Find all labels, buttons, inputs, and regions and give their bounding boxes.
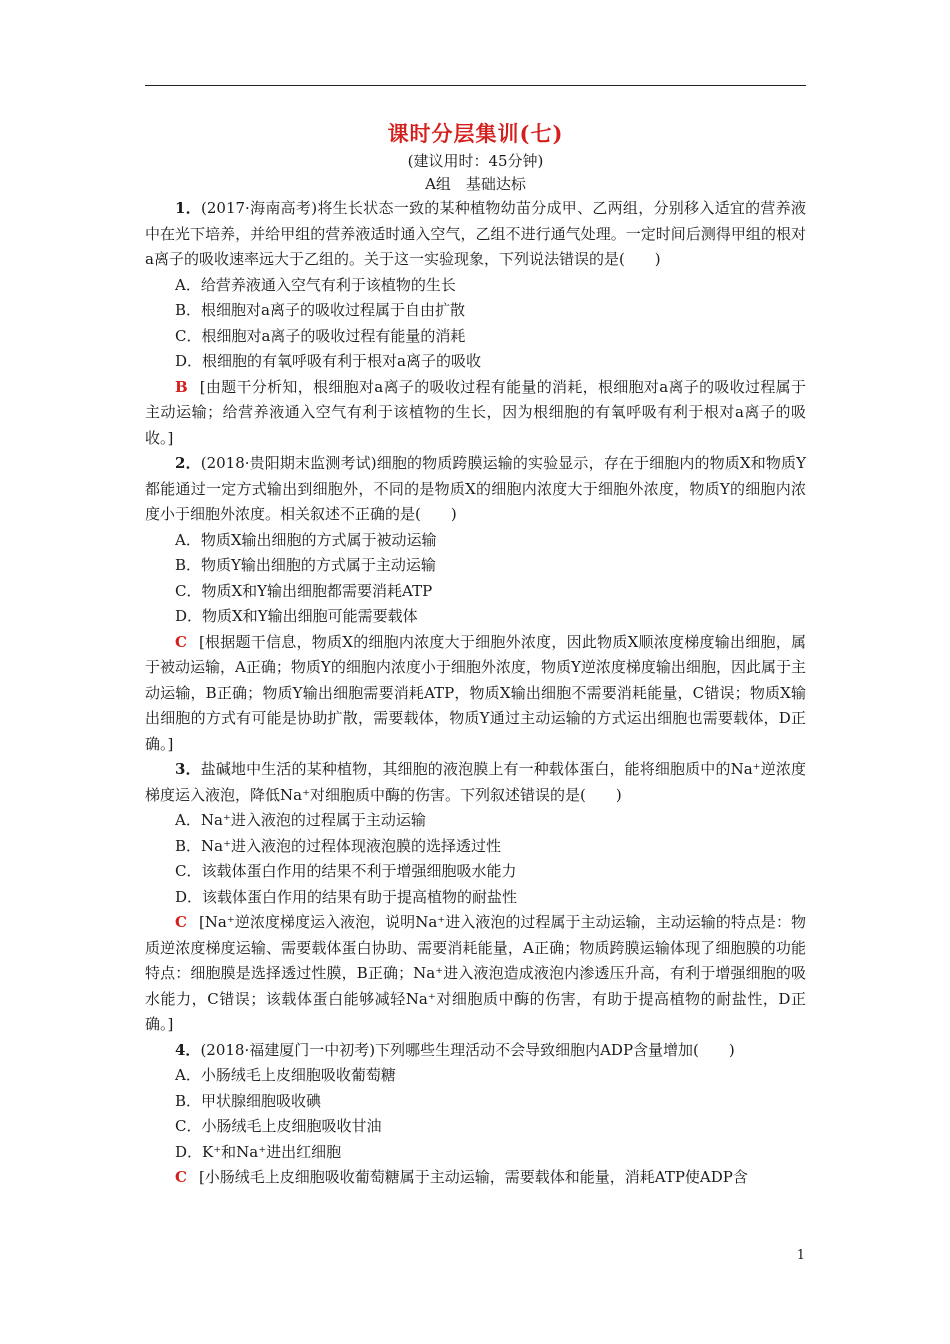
question-number: 4． [175,1040,201,1059]
option-a: A．给营养液通入空气有利于该植物的生长 [175,275,456,294]
page-title: 课时分层集训(七) [387,121,564,146]
option-a: A．小肠绒毛上皮细胞吸收葡萄糖 [175,1066,396,1084]
option-d: D．该载体蛋白作用的结果有助于提高植物的耐盐性 [175,887,518,906]
question-text: (2017·海南高考)将生长状态一致的某种植物幼苗分成甲、乙两组，分别移入适宜的营养液中在光下培养，并给甲组的营养液适时通入空气，乙组不进行通气处理。一定时间后测得甲组的根对a离子的吸收速率远大于乙组的。关于这一实验现象，下列说法错误的是( ) [145,199,806,268]
answer-explanation [145,375,806,452]
question-stem [145,451,806,528]
answer-letter: C [175,632,187,651]
option-c: C．小肠绒毛上皮细胞吸收甘油 [175,1117,382,1135]
answer-letter: C [175,913,187,931]
answer-explanation [145,910,806,1038]
option-b: B．甲状腺细胞吸收碘 [175,1091,322,1110]
answer-letter: B [175,377,188,396]
option-a: A．Na⁺进入液泡的过程属于主动运输 [175,811,426,829]
answer-explanation [145,630,806,758]
question-stem [145,1038,806,1064]
question-2 [145,451,806,757]
question-stem [145,757,806,808]
question-4 [145,1038,806,1191]
explanation-text: [小肠绒毛上皮细胞吸收葡萄糖属于主动运输，需要载体和能量，消耗ATP使ADP含 [198,1168,748,1186]
page-number: 1 [796,1248,805,1263]
question-1 [145,196,806,451]
option-b: B．物质Y输出细胞的方式属于主动运输 [175,556,436,574]
explanation-text: [Na⁺逆浓度梯度运入液泡，说明Na⁺进入液泡的过程属于主动运输，主动运输的特点是：物质逆浓度梯度运输、需要载体蛋白协助、需要消耗能量，A正确；物质跨膜运输体现了细胞膜的功能特点：细胞膜是选择透过性膜，B正确；Na⁺进入液泡造成液泡内渗透压升高，有利于增强细胞的吸水能力，C错误；该载体蛋白能够减轻Na⁺对细胞质中酶的伤害，有助于提高植物的耐盐性，D正确。] [145,913,806,1033]
answer-letter: C [175,1168,187,1186]
option-c: C．根细胞对a离子的吸收过程有能量的消耗 [175,326,466,345]
option-c: C．物质X和Y输出细胞都需要消耗ATP [175,581,433,600]
answer-explanation [145,1165,806,1191]
question-3 [145,757,806,1038]
question-number: 3． [175,760,201,778]
option-a: A．物质X输出细胞的方式属于被动运输 [175,530,437,549]
question-number: 2． [175,454,201,472]
question-stem [145,196,806,273]
group-label: A组 基础达标 [425,175,526,193]
header-rule [145,85,806,86]
question-text: (2018·贵阳期末监测考试)细胞的物质跨膜运输的实验显示，存在于细胞内的物质X和物质Y都能通过一定方式输出到细胞外，不同的是物质X的细胞内浓度大于细胞外浓度，物质Y的细胞内浓度小于细胞外浓度。相关叙述不正确的是( ) [145,454,807,523]
option-d: D．物质X和Y输出细胞可能需要载体 [175,607,418,625]
option-d: D．K⁺和Na⁺进出红细胞 [175,1142,342,1161]
option-b: B．根细胞对a离子的吸收过程属于自由扩散 [175,301,465,319]
option-d: D．根细胞的有氧呼吸有利于根对a离子的吸收 [175,352,481,370]
question-number: 1． [175,199,201,217]
option-b: B．Na⁺进入液泡的过程体现液泡膜的选择透过性 [175,836,502,855]
question-text: (2018·福建厦门一中初考)下列哪些生理活动不会导致细胞内ADP含量增加( ) [200,1040,735,1059]
document-body [145,118,806,1191]
question-text: 盐碱地中生活的某种植物，其细胞的液泡膜上有一种载体蛋白，能将细胞质中的Na⁺逆浓度梯度运入液泡，降低Na⁺对细胞质中酶的伤害。下列叙述错误的是( ) [145,760,806,804]
explanation-text: [根据题干信息，物质X的细胞内浓度大于细胞外浓度，因此物质X顺浓度梯度输出细胞，属于被动运输，A正确；物质Y的细胞内浓度小于细胞外浓度，物质Y逆浓度梯度输出细胞，因此属于主动运输，B正确；物质Y输出细胞需要消耗ATP，物质X输出细胞不需要消耗能量，C错误；物质X输出细胞的方式有可能是协助扩散，需要载体，物质Y通过主动运输的方式运出细胞也需要载体，D正确。] [145,632,806,753]
option-c: C．该载体蛋白作用的结果不利于增强细胞吸水能力 [175,862,517,880]
explanation-text: [由题干分析知，根细胞对a离子的吸收过程有能量的消耗，根细胞对a离子的吸收过程属于主动运输；给营养液通入空气有利于该植物的生长，因为根细胞的有氧呼吸有利于根对a离子的吸收。] [145,377,806,447]
time-suggestion: (建议用时：45分钟) [407,152,544,170]
